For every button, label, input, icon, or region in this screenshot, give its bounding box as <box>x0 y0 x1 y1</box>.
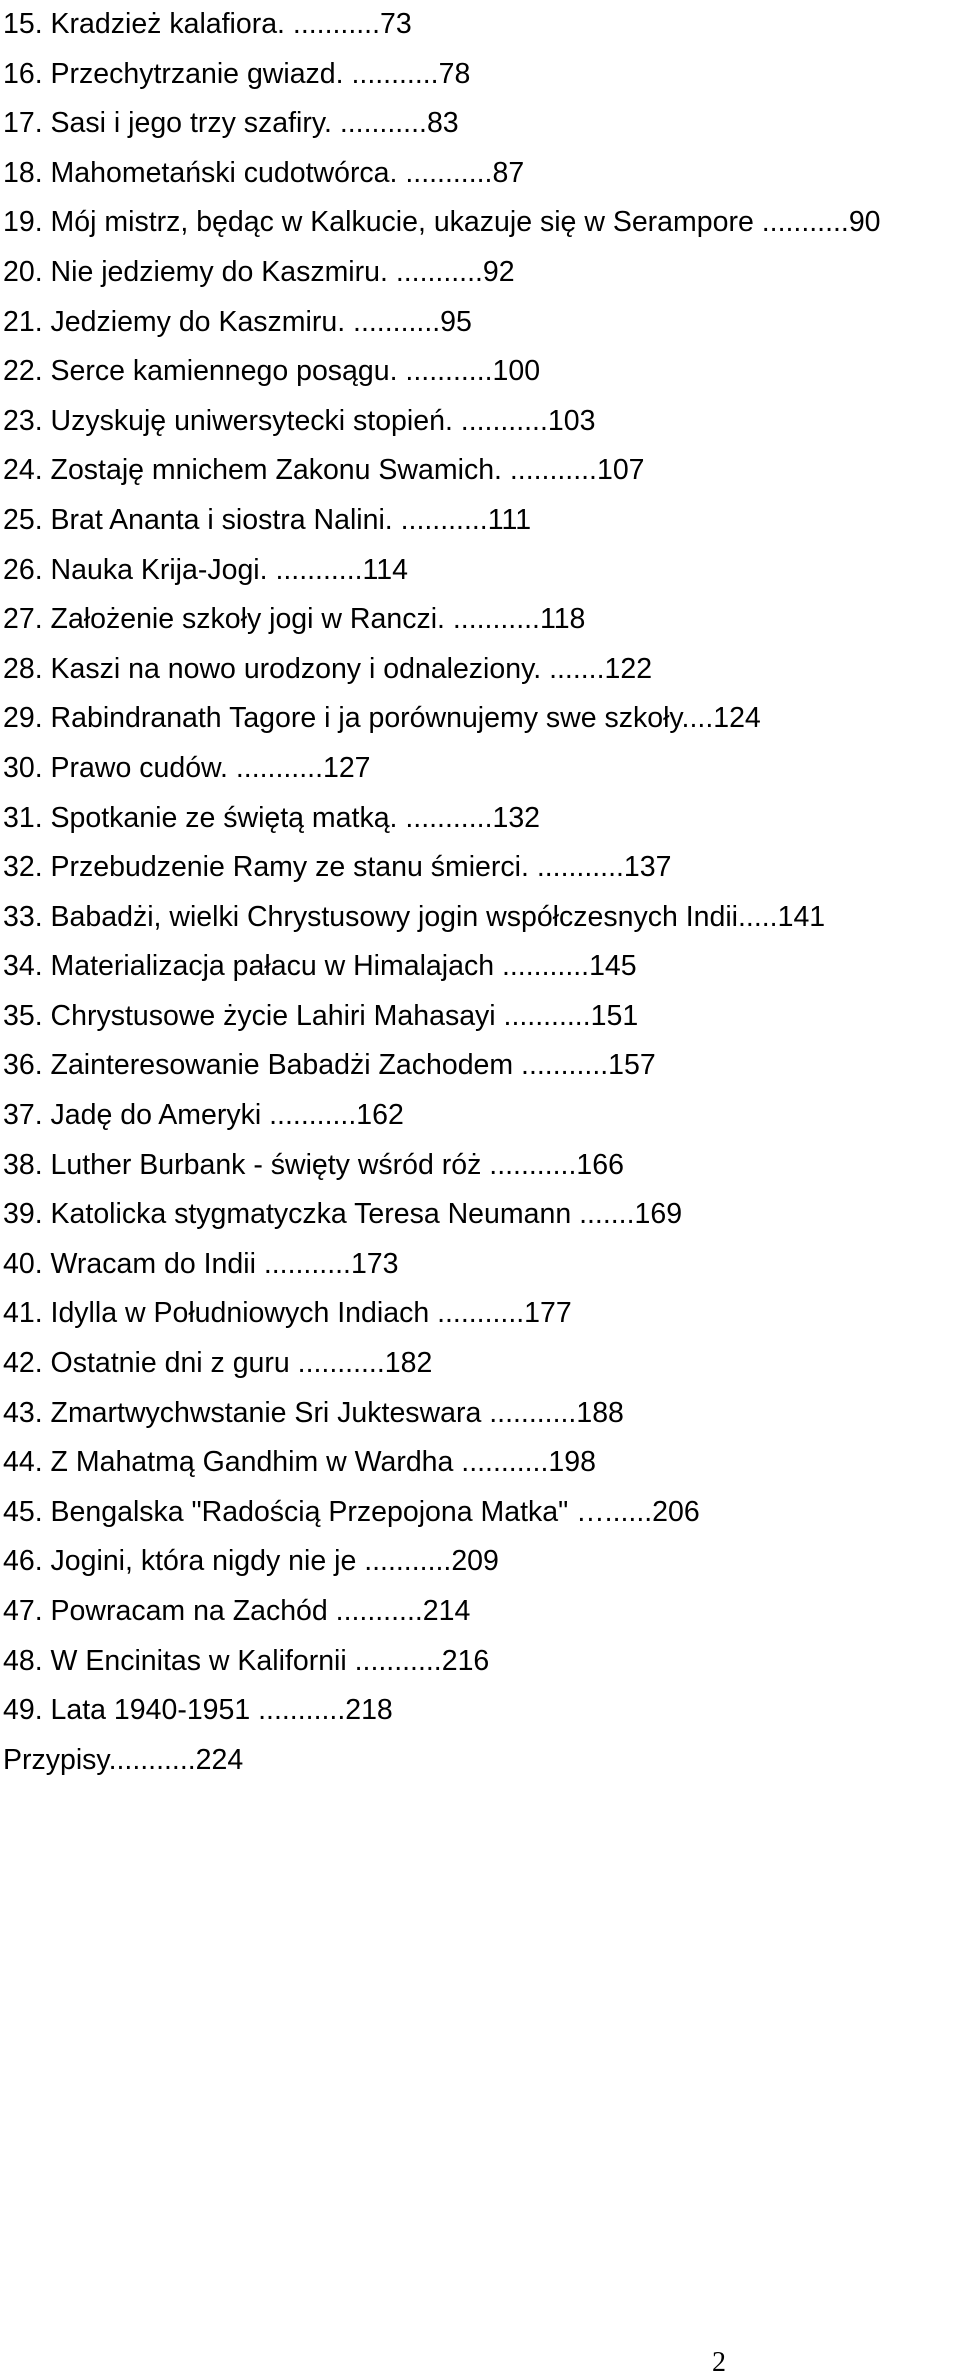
toc-entry: 20. Nie jedziemy do Kaszmiru. ...........92 <box>3 255 515 288</box>
toc-entry: 18. Mahometański cudotwórca. ...........87 <box>3 156 525 189</box>
toc-entry: 48. W Encinitas w Kalifornii ...........216 <box>3 1644 490 1677</box>
toc-entry: 35. Chrystusowe życie Lahiri Mahasayi ...........151 <box>3 999 639 1032</box>
toc-entry: 15. Kradzież kalafiora. ...........73 <box>3 8 412 40</box>
toc-entry: 38. Luther Burbank - święty wśród róż ...........166 <box>3 1148 624 1181</box>
toc-entry: 29. Rabindranath Tagore i ja porównujemy swe szkoły....124 <box>3 702 761 735</box>
toc-entry: 43. Zmartwychwstanie Sri Jukteswara ...........188 <box>3 1396 624 1429</box>
toc-entry: 36. Zainteresowanie Babadżi Zachodem ...........157 <box>3 1049 656 1082</box>
toc-entry: 23. Uzyskuję uniwersytecki stopień. ...........103 <box>3 404 596 437</box>
toc-entry: 28. Kaszi na nowo urodzony i odnaleziony. .......122 <box>3 652 653 685</box>
toc-entry: 44. Z Mahatmą Gandhim w Wardha ...........198 <box>3 1446 596 1479</box>
toc-entry: 26. Nauka Krija-Jogi. ...........114 <box>3 553 408 586</box>
toc-entry: 22. Serce kamiennego posągu. ...........100 <box>3 355 541 388</box>
toc-entry: 46. Jogini, która nigdy nie je ...........209 <box>3 1545 499 1578</box>
toc-entry: 41. Idylla w Południowych Indiach ...........177 <box>3 1297 572 1330</box>
toc-entry: 33. Babadżi, wielki Chrystusowy jogin współczesnych Indii.....141 <box>3 900 826 933</box>
toc-entry: 34. Materializacja pałacu w Himalajach ...........145 <box>3 950 637 983</box>
toc-entry: 17. Sasi i jego trzy szafiry. ...........83 <box>3 107 459 140</box>
toc-entry: 21. Jedziemy do Kaszmiru. ...........95 <box>3 305 472 338</box>
toc-entry: 42. Ostatnie dni z guru ...........182 <box>3 1347 433 1380</box>
toc-entry: 31. Spotkanie ze świętą matką. ...........132 <box>3 801 541 834</box>
toc-entry: 40. Wracam do Indii ...........173 <box>3 1247 399 1280</box>
toc-entry: 47. Powracam na Zachód ...........214 <box>3 1595 471 1627</box>
table-of-contents <box>3 0 953 1785</box>
toc-entry: 32. Przebudzenie Ramy ze stanu śmierci. ...........137 <box>3 851 672 884</box>
page-number: 2 <box>712 2347 726 2378</box>
toc-entry: 39. Katolicka stygmatyczka Teresa Neumann .......169 <box>3 1198 683 1231</box>
toc-entry: 16. Przechytrzanie gwiazd. ...........78 <box>3 57 471 90</box>
toc-entry: Przypisy...........224 <box>3 1743 244 1776</box>
toc-entry: 49. Lata 1940-1951 ...........218 <box>3 1694 393 1727</box>
toc-entry: 24. Zostaję mnichem Zakonu Swamich. ...........107 <box>3 454 645 487</box>
toc-entry: 25. Brat Ananta i siostra Nalini. ...........111 <box>3 503 532 536</box>
toc-entry: 27. Założenie szkoły jogi w Ranczi. ...........118 <box>3 603 586 636</box>
toc-entry: 45. Bengalska "Radością Przepojona Matka" …......206 <box>3 1495 700 1528</box>
toc-entry: 37. Jadę do Ameryki ...........162 <box>3 1099 404 1132</box>
toc-entry: 19. Mój mistrz, będąc w Kalkucie, ukazuje się w Serampore ...........90 <box>3 206 881 239</box>
toc-entry: 30. Prawo cudów. ...........127 <box>3 751 371 784</box>
